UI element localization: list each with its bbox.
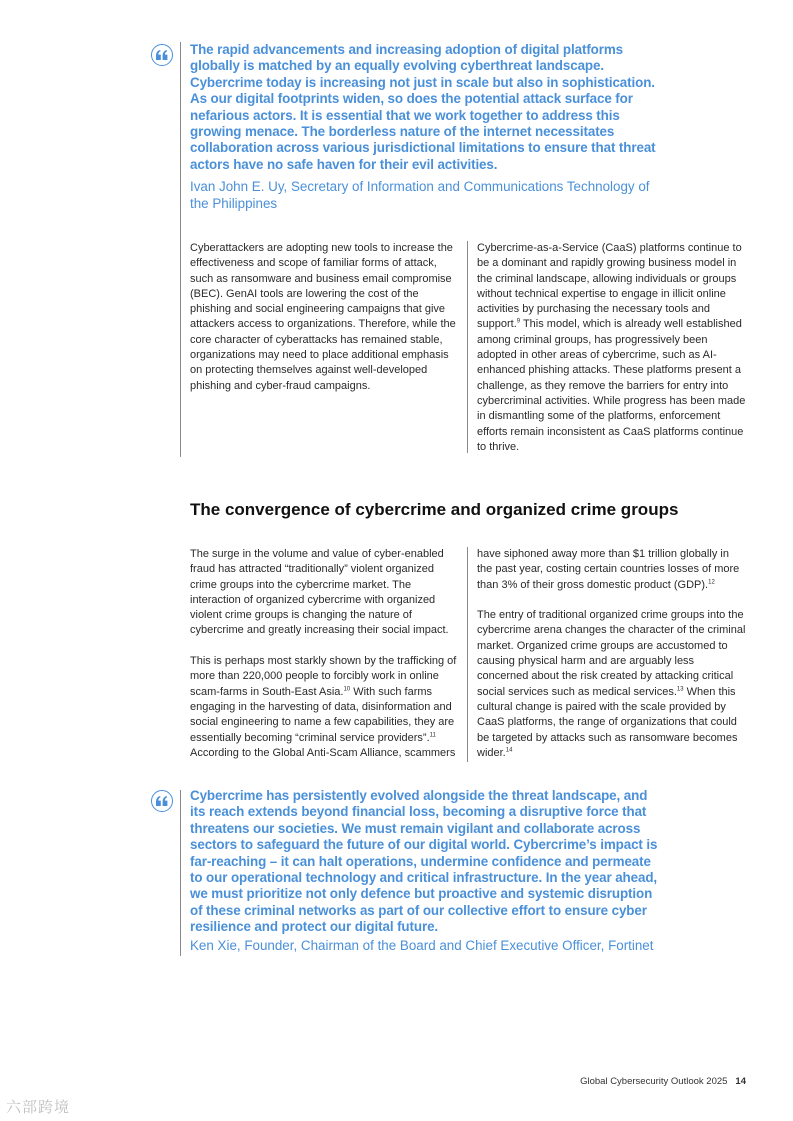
footer-title: Global Cybersecurity Outlook 2025 bbox=[580, 1076, 728, 1087]
page-number: 14 bbox=[735, 1076, 746, 1087]
paragraph: Cyberattackers are adopting new tools to increase the effectiveness and scope of familiar forms of attack, such as ransomware and business email compromise (BEC). GenAI tools are lowering the cost of the phishing and social engineering campaigns that give attackers access to organizations. Therefore, while the core character of cyberattacks has remained stable, organizations may need to place additional emphasis on protecting themselves against well-developed phishing and cyber-fraud campaigns. bbox=[190, 242, 456, 392]
quote-icon bbox=[151, 44, 173, 66]
column-rule bbox=[467, 241, 468, 453]
watermark-logo: 六部跨境 bbox=[6, 1098, 71, 1116]
quote-2 bbox=[190, 788, 660, 954]
paragraph: The surge in the volume and value of cyber-enabled fraud has attracted “traditionally” violent organized crime groups into the cybercrime market. The interaction of organized cybercrime with organized violent crime groups is changing the nature of cybercrime and greatly increasing their social impact. bbox=[190, 548, 449, 637]
paragraph: The entry of traditional organized crime groups into the cybercrime arena changes the character of the criminal market. Organized crime groups are accustomed to causing physical harm and are arguably less concerned about the risk created by attacking critical social services such as medical services.$^{13}$ When this cultural change is paired with the scale provided by CaaS platforms, the range of organizations that could be targeted by attacks such as ransomware becomes wider.$^{14}$ bbox=[477, 609, 746, 759]
quote-2-text: Cybercrime has persistently evolved alongside the threat landscape, and its reach extends beyond financial loss, becoming a disruptive force that threatens our societies. We must remain vigilant and collaborate across sectors to safeguard the future of our digital world. Cybercrime’s impact is far-reaching – it can halt operations, undermine confidence and permeate to our operational technology and critical infrastructure. In the year ahead, we must prioritize not only defence but proactive and systemic disruption of these criminal networks as part of our collective effort to ensure cyber resilience and protect our digital future. bbox=[190, 788, 658, 935]
section-1-left-column bbox=[190, 241, 458, 394]
quote-2-attribution: Ken Xie, Founder, Chairman of the Board and Chief Executive Officer, Fortinet bbox=[190, 937, 654, 953]
section-2-right-column bbox=[477, 547, 747, 761]
quote-1-text: The rapid advancements and increasing adoption of digital platforms globally is matched by an equally evolving cyberthreat landscape. Cybercrime today is increasing not just in scale but also in sophistication. As our digital footprints widen, so does the potential attack surface for nefarious actors. It is essential that we work together to address this growing menace. The borderless nature of the internet necessitates collaboration across various jurisdictional limitations to ensure that threat actors have no safe haven for their evil activities. bbox=[190, 42, 656, 172]
quote-icon bbox=[151, 790, 173, 812]
section-2-left-column bbox=[190, 547, 458, 761]
page-footer bbox=[580, 1076, 746, 1087]
section-1-right-column bbox=[477, 241, 747, 455]
left-rule bbox=[180, 42, 181, 457]
paragraph: This is perhaps most starkly shown by the trafficking of more than 220,000 people to forcibly work in online scam-farms in South-East Asia.$^{10}$ With such farms engaging in the harvesting of data, disinformation and social engineering to name a few capabilities, they are essentially becoming “criminal service providers”.$^{11}$ According to the Global Anti-Scam Alliance, scammers bbox=[190, 655, 457, 759]
section-heading: The convergence of cybercrime and organized crime groups bbox=[190, 500, 679, 519]
paragraph: Cybercrime-as-a-Service (CaaS) platforms continue to be a dominant and rapidly growing business model in the criminal landscape, allowing individuals or groups without technical expertise to engage in illicit online activities by purchasing the necessary tools and support.$^9$ This model, which is already well established among criminal groups, has progressively been adopted in other areas of cybercrime, such as AI-enhanced phishing attacks. These platforms present a challenge, as they remove the barriers for entry into cybercriminal activities. While progress has been made in dismantling some of the platforms, enforcement efforts remain inconsistent as CaaS platforms continue to thrive. bbox=[477, 242, 746, 453]
column-rule bbox=[467, 547, 468, 762]
quote-1-attribution: Ivan John E. Uy, Secretary of Information and Communications Technology of the Philippines bbox=[190, 179, 650, 211]
left-rule bbox=[180, 790, 181, 956]
paragraph: have siphoned away more than $1 trillion globally in the past year, costing certain countries losses of more than 3% of their gross domestic product (GDP).$^{12}$ bbox=[477, 548, 740, 591]
quote-1 bbox=[190, 42, 660, 212]
